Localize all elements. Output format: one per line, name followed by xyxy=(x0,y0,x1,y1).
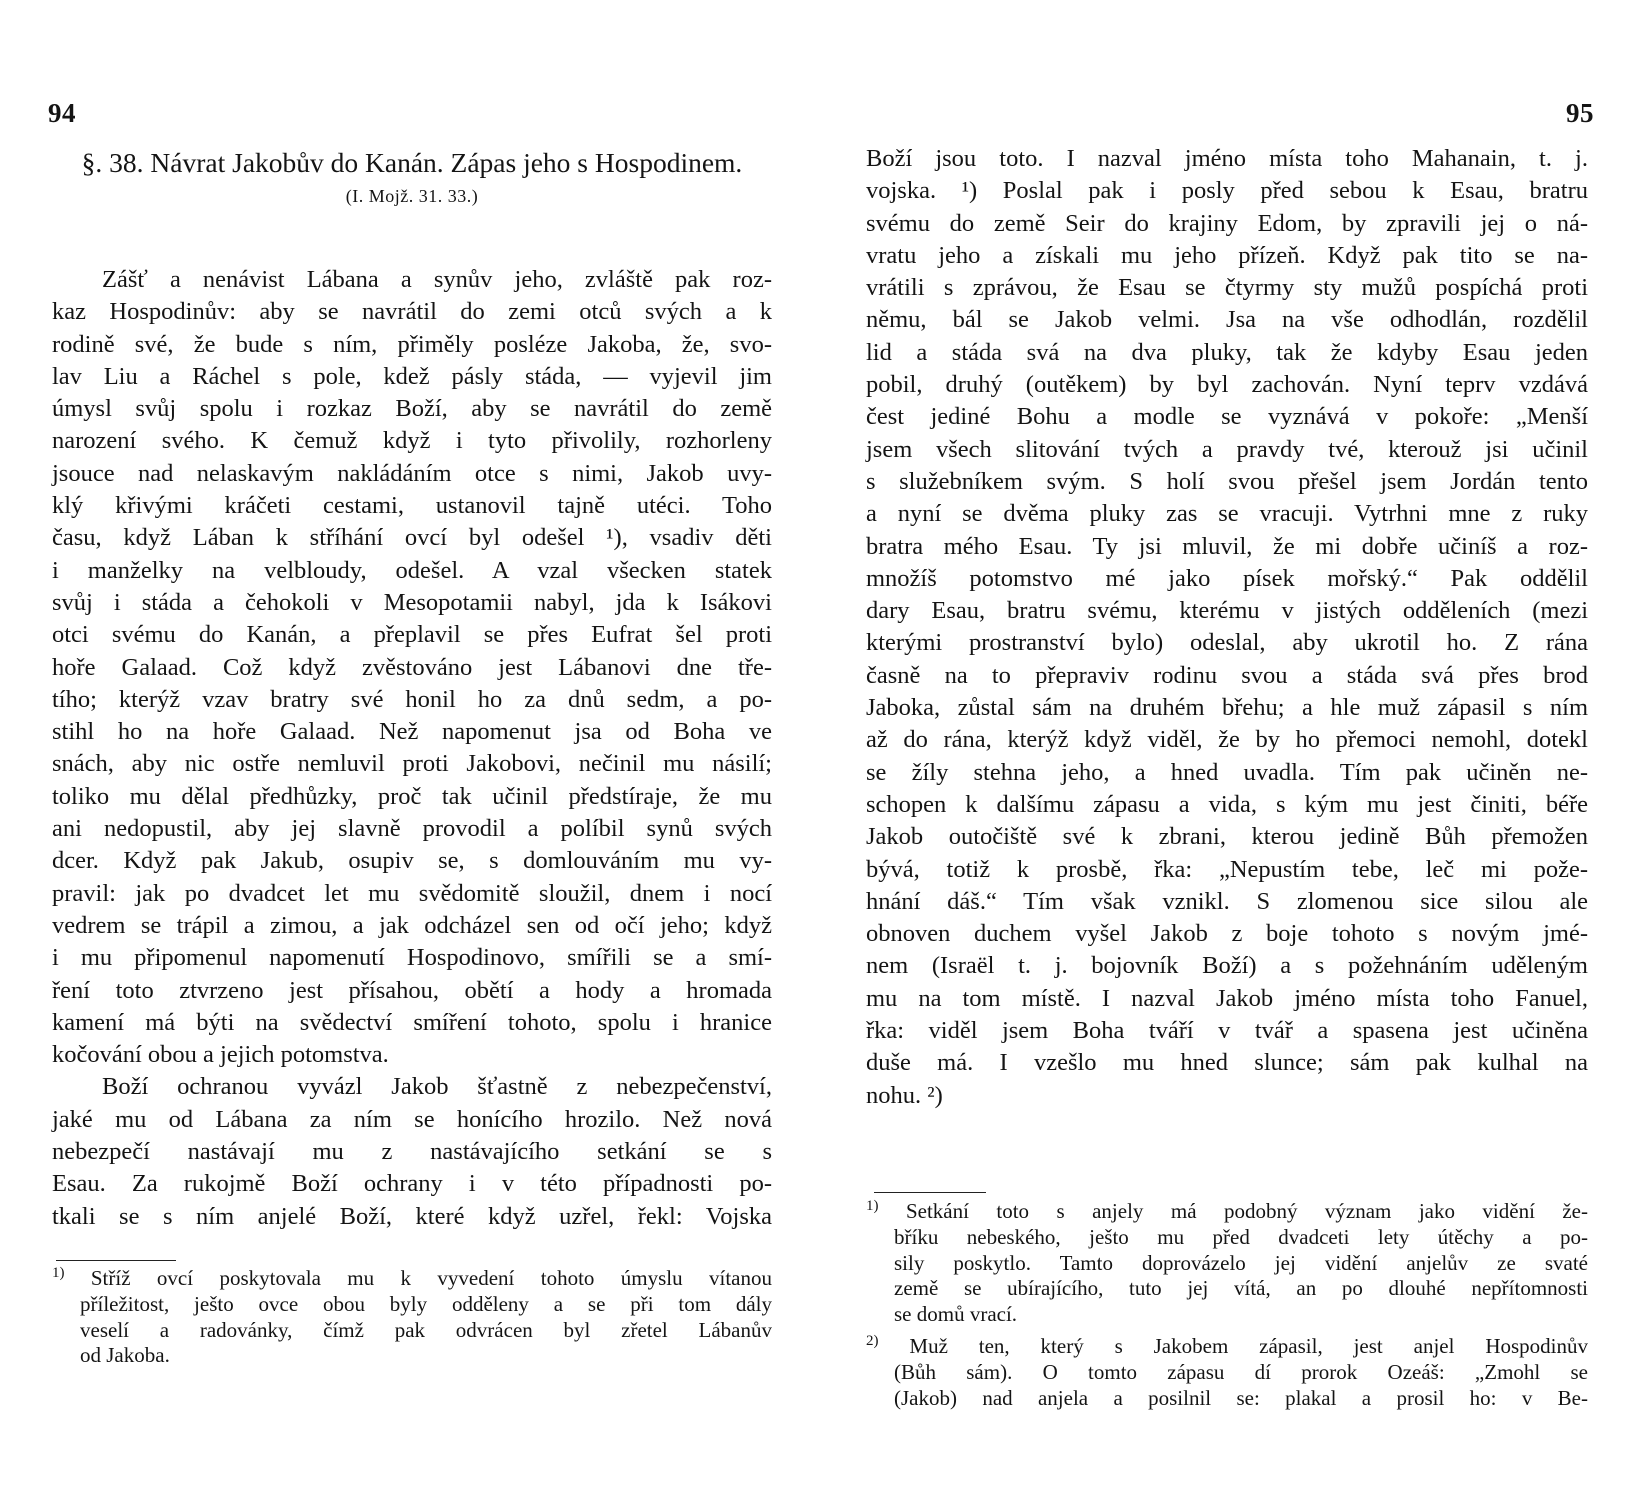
text-line: bratra mého Esau. Ty jsi mluvil, že mi dobře učiníš a roz- xyxy=(866,532,1588,560)
text-line: jaké mu od Lábana za ním se honícího hrozilo. Než nová xyxy=(52,1105,772,1133)
footnote-marker: 2) xyxy=(866,1332,879,1349)
text-line: i manželky na velbloudy, odešel. A vzal všecken statek xyxy=(52,556,772,584)
text-line: klý křivými kráčeti cestami, ustanovil tajně utéci. Toho xyxy=(52,492,772,520)
footnote-line: (Bůh sám). O tomto zápasu dí prorok Ozeáš: „Zmohl se xyxy=(894,1359,1588,1384)
text-line: řka: viděl jsem Boha tváří v tvář a spasena jest učiněna xyxy=(866,1017,1588,1045)
right-page-number: 95 xyxy=(1566,98,1594,128)
left-page xyxy=(48,0,772,1500)
right-footnotes xyxy=(866,1199,1588,1411)
text-line: svému do země Seir do krajiny Edom, by zpravili jej o ná- xyxy=(866,209,1588,237)
right-body-text xyxy=(866,143,1588,1112)
text-line: mu na tom místě. I nazval Jakob jméno místa toho Fanuel, xyxy=(866,984,1588,1012)
text-line: Jaboka, zůstal sám na druhém břehu; a hle muž zápasil s ním xyxy=(866,694,1588,722)
footnote-text: Setkání toto s anjely má podobný význam jako vidění že- xyxy=(905,1199,1588,1223)
footnote-line: bříku nebeského, ješto mu před dvadceti lety útěchy a po- xyxy=(894,1224,1588,1249)
text-line: jsouce nad nelaskavým nakládáním otce s nimi, Jakob uvy- xyxy=(52,459,772,487)
chapter-heading xyxy=(52,144,772,208)
text-line: narození svého. K čemuž když i tyto přivolily, rozhorleny xyxy=(52,427,772,455)
footnote-marker: 1) xyxy=(866,1198,879,1214)
text-line: množíš potomstvo mé jako písek mořský.“ Pak oddělil xyxy=(866,564,1588,592)
text-line: Esau. Za rukojmě Boží ochrany i v této případnosti po- xyxy=(52,1170,772,1198)
text-line: jsem všech slitování tvých a pravdy tvé, kterouž jsi učinil xyxy=(866,435,1588,463)
left-footnote xyxy=(52,1266,772,1369)
text-line: čest jediné Bohu a modle se vyznává v pokoře: „Menší xyxy=(866,403,1588,431)
text-line: Boží jsou toto. I nazval jméno místa toho Mahanain, t. j. xyxy=(866,145,1588,172)
right-page xyxy=(866,0,1594,1500)
text-line: obnoven duchem vyšel Jakob z boje tohoto s novým jmé- xyxy=(866,920,1588,948)
text-line: hnání dáš.“ Tím však vznikl. S zlomenou sice silou ale xyxy=(866,887,1588,915)
text-line: časně na to přepraviv rodinu svou a stáda svá přes brod xyxy=(866,661,1588,689)
text-line: snách, aby nic ostře nemluvil proti Jakobovi, nečinil mu násilí; xyxy=(52,750,772,778)
footnote-line xyxy=(52,1266,772,1292)
footnote-line: příležitost, ješto ovce obou byly odděleny a se při tom dály xyxy=(80,1291,772,1316)
text-line: schopen k dalšímu zápasu a vida, s kým mu jest činiti, béře xyxy=(866,790,1588,818)
text-line: pravil: jak po dvadcet let mu svědomitě sloužil, dnem i nocí xyxy=(52,879,772,907)
text-line: duše má. I vzešlo mu hned slunce; sám pak kulhal na xyxy=(866,1049,1588,1077)
footnote-line: (Jakob) nad anjela a posilnil se: plakal a prosil ho: v Be- xyxy=(894,1385,1588,1410)
text-line: dary Esau, bratru svému, kterému v jistých odděleních (mezi xyxy=(866,597,1588,625)
text-line: ani nedopustil, aby jej slavně provodil a políbil synů svých xyxy=(52,815,772,843)
text-line: bývá, totiž k prosbě, řka: „Nepustím tebe, leč mi požе- xyxy=(866,855,1588,883)
footnote-line: země se ubírajícího, tuto jej vítá, an po dlouhé nepřítomnosti xyxy=(894,1276,1588,1301)
footnote-text: Muž ten, který s Jakobem zápasil, jest anjel Hospodinův xyxy=(909,1333,1588,1358)
text-line: se žíly stehna jeho, a hned uvadla. Tím pak učiněn ne- xyxy=(866,758,1588,786)
text-line: ření toto ztvrzeno jest přísahou, obětí a hody a hromada xyxy=(52,976,772,1004)
text-line: svůj i stáda a čehokoli v Mesopotamii nabyl, jda k Isákovi xyxy=(52,588,772,616)
text-line: s služebníkem svým. S holí svou přešel jsem Jordán tento xyxy=(866,467,1588,495)
text-line: stihl ho na hoře Galaad. Než napomenut jsa od Boha ve xyxy=(52,718,772,746)
text-line: nebezpečí nastávají mu z nastávajícího setkání se s xyxy=(52,1138,772,1166)
left-body-text xyxy=(52,264,772,1233)
footnote-line xyxy=(866,1334,1588,1360)
footnote-line: se domů vrací. xyxy=(894,1302,1018,1327)
text-line: vratu jeho a získali mu jeho přízeň. Když pak tito se na- xyxy=(866,241,1588,269)
footnote-line xyxy=(866,1199,1588,1225)
text-line: tkali se s ním anjelé Boží, které když uzřel, řekl: Vojska xyxy=(52,1202,772,1230)
text-line: tího; kterýž vzav bratry své honil ho za dnů sedm, a po- xyxy=(52,685,772,713)
text-line: i mu připomenul napomenutí Hospodinovo, smířili se a smí- xyxy=(52,944,772,972)
text-line: kterými prostranství bylo) odeslal, aby ukrotil ho. Z rána xyxy=(866,629,1588,657)
text-line: hoře Galaad. Což když zvěstováno jest Lábanovi dne tře- xyxy=(52,653,772,681)
footnote-line: od Jakoba. xyxy=(80,1343,170,1368)
text-line: a nyní se dvěma pluky zas se vracuji. Vytrhni mne z ruky xyxy=(866,500,1588,528)
text-line: Zášť a nenávist Lábana a synův jeho, zvláště pak roz- xyxy=(102,266,772,293)
text-line: rodině své, že bude s ním, přiměly posléze Jakoba, že, svo- xyxy=(52,330,772,358)
left-page-number: 94 xyxy=(48,98,76,128)
text-line: nohu. ²) xyxy=(866,1081,943,1109)
text-line: lid a stáda svá na dva pluky, tak že kdyby Esau jeden xyxy=(866,338,1588,366)
text-line: lav Liu a Ráchel s pole, kdež pásly stáda, — vyjevil jim xyxy=(52,362,772,390)
text-line: úmysl svůj spolu i rozkaz Boží, aby se navrátil do země xyxy=(52,395,772,423)
text-line: až do rána, kterýž když viděl, že by ho přemoci nemohl, dotekl xyxy=(866,726,1588,754)
footnote-rule xyxy=(56,1260,176,1261)
text-line: vrátili s zprávou, že Esau se čtyrmy sty mužů pospíchá proti xyxy=(866,274,1588,302)
text-line: kamení má býti na svědectví smíření tohoto, spolu i hranice xyxy=(52,1008,772,1036)
text-line: vojska. ¹) Poslal pak i posly před sebou k Esau, bratru xyxy=(866,177,1588,205)
text-line: toliko mu dělal předhůzky, proč tak učinil předstíraje, že mu xyxy=(52,782,772,810)
footnote-line: sily poskytlo. Tamto doprovázelo jej vidění anjelův ze svaté xyxy=(894,1250,1588,1275)
text-line: kočování obou a jejich potomstva. xyxy=(52,1041,389,1069)
text-line: němu, bál se Jakob velmi. Jsa na vše odhodlán, rozdělil xyxy=(866,306,1588,334)
text-line: pobil, druhý (outěkem) by byl zachován. Nyní teprv vzdává xyxy=(866,371,1588,399)
chapter-title: §. 38. Návrat Jakobův do Kanán. Zápas jeho s Hospodinem. xyxy=(81,147,743,178)
text-line: času, když Lában k stříhání ovcí byl odešel ¹), vsadiv děti xyxy=(52,524,772,552)
text-line: otci svému do Kanán, a přeplavil se přes Eufrat šel proti xyxy=(52,621,772,649)
footnote-rule xyxy=(874,1192,986,1193)
chapter-reference: (I. Mojž. 31. 33.) xyxy=(345,186,479,206)
text-line: Jakob outočiště své k zbrani, kterou jedině Bůh přemožen xyxy=(866,823,1588,851)
text-line: dcer. Když pak Jakub, osupiv se, s domlouváním mu vy- xyxy=(52,847,772,875)
footnote-text: Stříž ovcí poskytovala mu k vyvedení tohoto úmyslu vítanou xyxy=(90,1266,772,1290)
footnote-marker: 1) xyxy=(52,1265,65,1281)
text-line: vedrem se trápil a zimou, a jak odcházel sen od očí jeho; když xyxy=(52,911,772,939)
text-line: nem (Israël t. j. bojovník Boží) a s požehnáním uděleným xyxy=(866,952,1588,980)
footnote-line: veselí a radovánky, čímž pak odvrácen byl zřetel Lábanův xyxy=(80,1317,772,1342)
text-line: Boží ochranou vyvázl Jakob šťastně z nebezpečenství, xyxy=(102,1073,772,1101)
text-line: kaz Hospodinův: aby se navrátil do zemi otců svých a k xyxy=(52,298,772,326)
